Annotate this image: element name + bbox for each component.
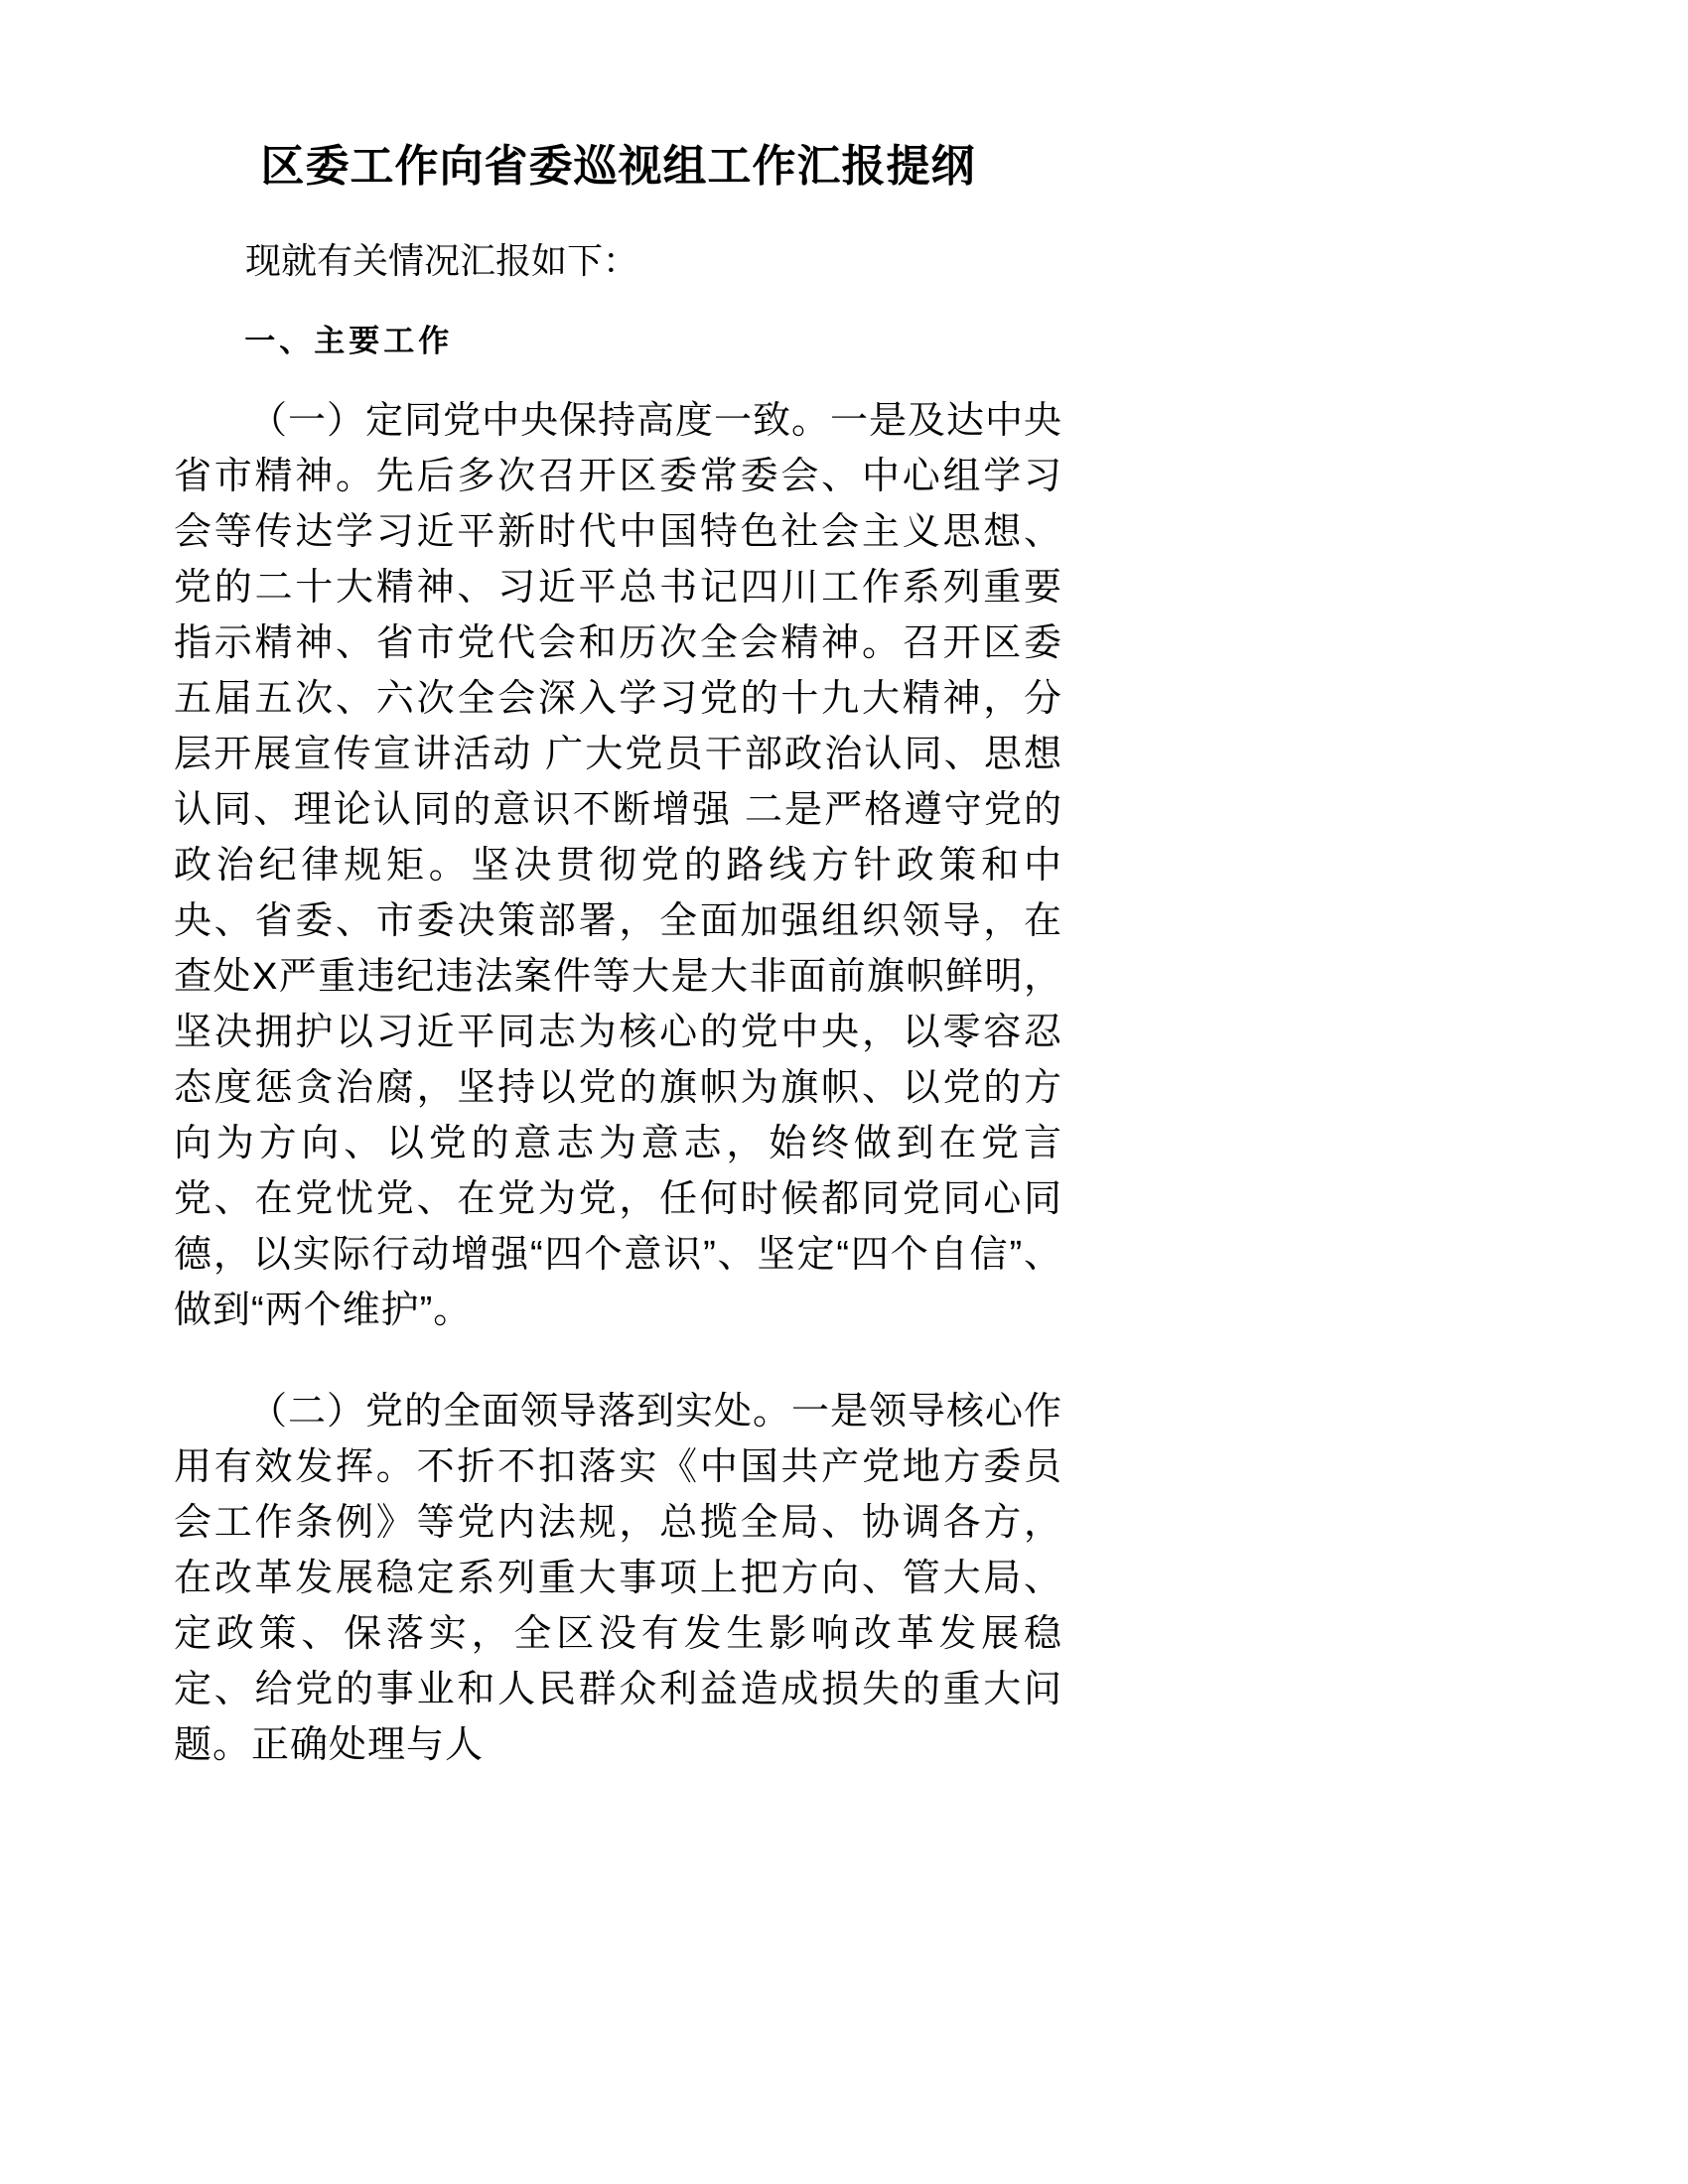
document-content bbox=[174, 139, 1062, 1819]
paragraph-1: （一）定同党中央保持高度一致。一是及达中央省市精神。先后多次召开区委常委会、中心组学习会等传达学习近平新时代中国特色社会主义思想、党的二十大精神、习近平总书记四川工作系列重要指示精神、省市党代会和历次全会精神。召开区委五届五次、六次全会深入学习党的十九大精神，分层开展宣传宣讲活动 广大党员干部政治认同、思想认同、理论认同的意识不断增强 二是严格遵守党的政治纪律规矩。坚决贯彻党的路线方针政策和中央、省委、市委决策部署，全面加强组织领导，在查处X严重违纪违法案件等大是大非面前旗帜鲜明，坚决拥护以习近平同志为核心的党中央，以零容忍态度惩贪治腐，坚持以党的旗帜为旗帜、以党的方向为方向、以党的意志为意志，始终做到在党言党、在党忧党、在党为党，任何时候都同党同心同德，以实际行动增强“四个意识”、坚定“四个自信”、做到“两个维护”。 bbox=[174, 400, 1063, 1331]
document-title: 区委工作向省委巡视组工作汇报提纲 bbox=[260, 142, 976, 191]
paragraph-2: （二）党的全面领导落到实处。一是领导核心作用有效发挥。不折不扣落实《中国共产党地方委员会工作条例》等党内法规，总揽全局、协调各方，在改革发展稳定系列重大事项上把方向、管大局、定政策、保落实，全区没有发生影响改革发展稳定、给党的事业和人民群众利益造成损失的重大问题。正确处理与人 bbox=[174, 1391, 1063, 1766]
intro-line: 现就有关情况汇报如下： bbox=[245, 240, 639, 281]
section-heading: 一、主要工作 bbox=[244, 324, 454, 358]
